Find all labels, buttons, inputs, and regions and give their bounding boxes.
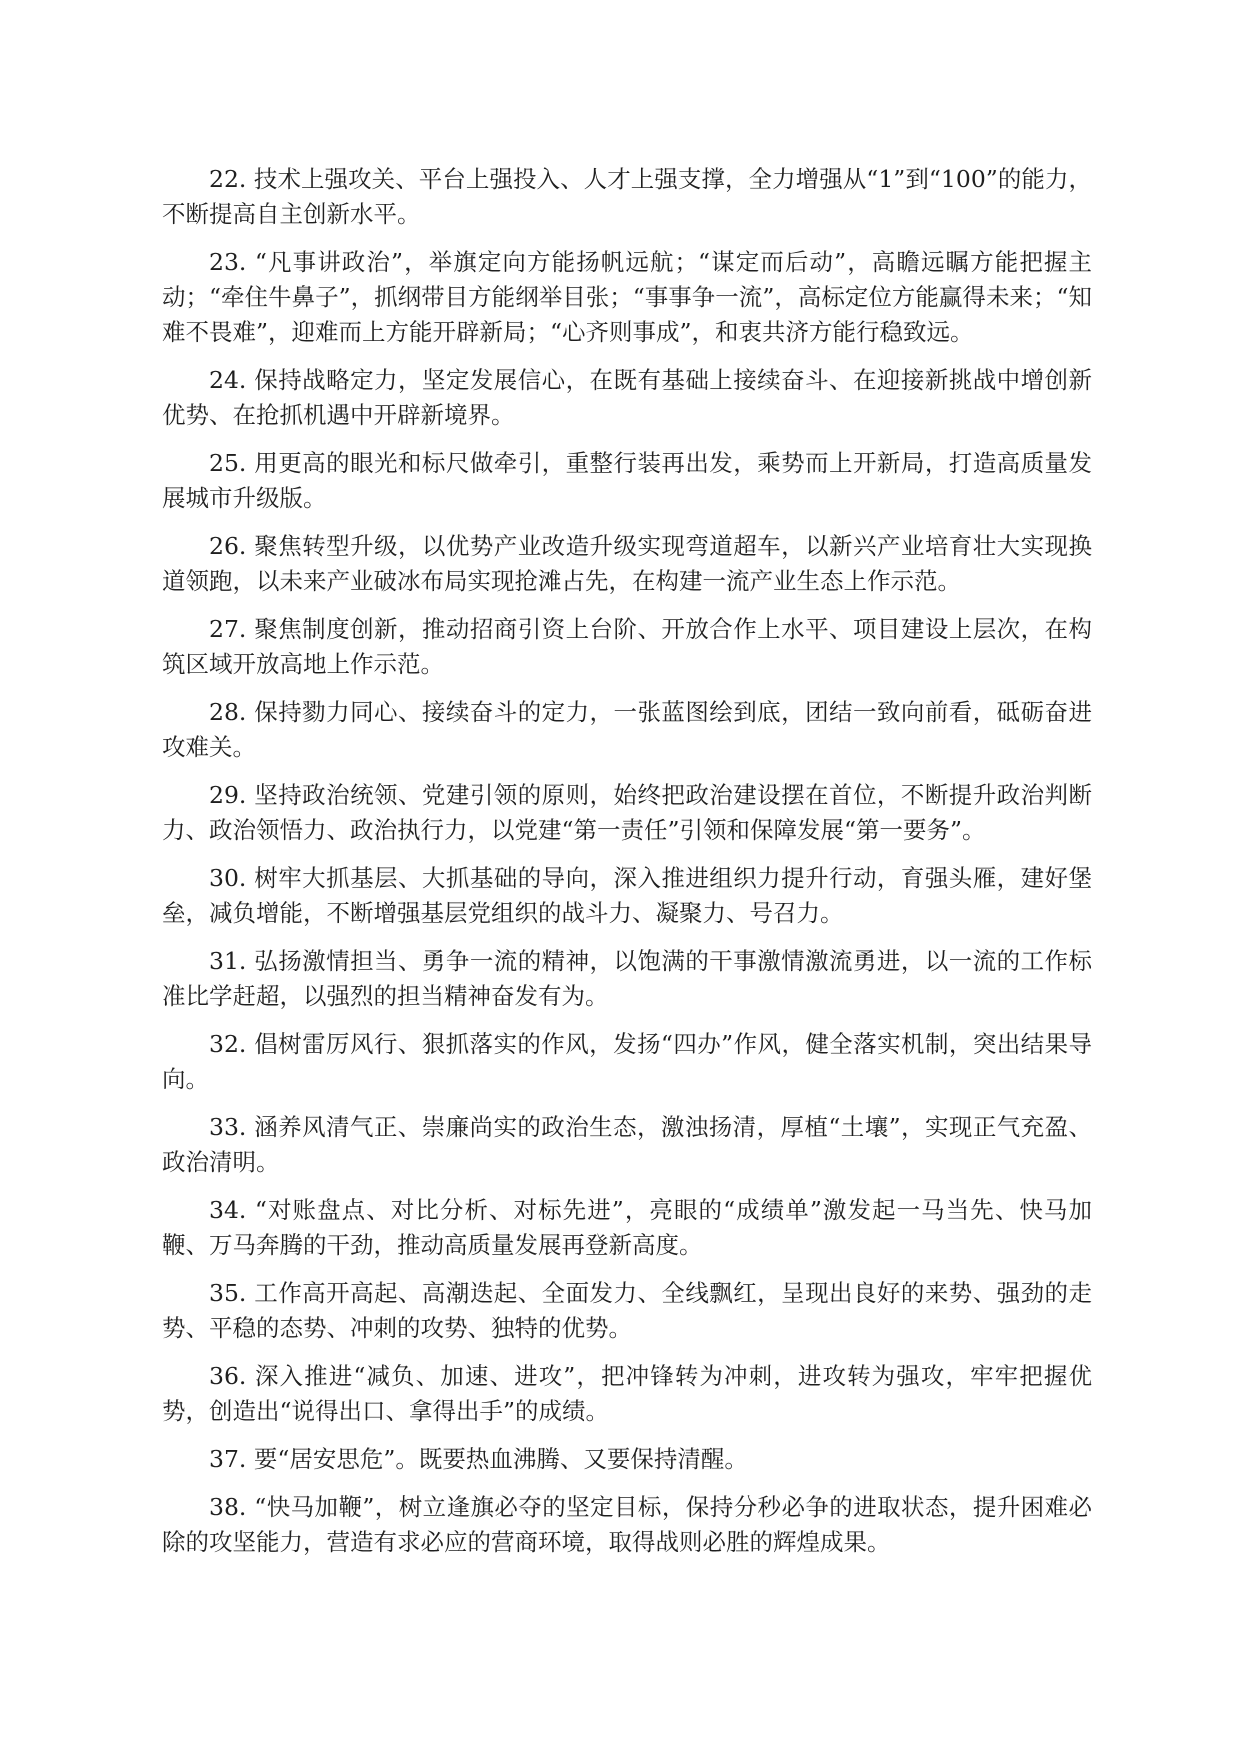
paragraph-22: 22. 技术上强攻关、平台上强投入、人才上强支撑，全力增强从“1”到“100”的能力，不断提高自主创新水平。 <box>162 165 1092 228</box>
paragraph-30: 30. 树牢大抓基层、大抓基础的导向，深入推进组织力提升行动，育强头雁，建好堡垒，减负增能，不断增强基层党组织的战斗力、凝聚力、号召力。 <box>162 864 1092 927</box>
paragraph-28: 28. 保持勠力同心、接续奋斗的定力，一张蓝图绘到底，团结一致向前看，砥砺奋进攻难关。 <box>162 698 1092 761</box>
paragraph-33: 33. 涵养风清气正、崇廉尚实的政治生态，激浊扬清，厚植“土壤”，实现正气充盈、政治清明。 <box>162 1113 1092 1176</box>
paragraph-31: 31. 弘扬激情担当、勇争一流的精神，以饱满的干事激情激流勇进，以一流的工作标准比学赶超，以强烈的担当精神奋发有为。 <box>162 947 1092 1010</box>
document-body <box>162 162 1092 1573</box>
paragraph-27: 27. 聚焦制度创新，推动招商引资上台阶、开放合作上水平、项目建设上层次，在构筑区域开放高地上作示范。 <box>162 615 1092 678</box>
paragraph-25: 25. 用更高的眼光和标尺做牵引，重整行装再出发，乘势而上开新局，打造高质量发展城市升级版。 <box>162 449 1092 512</box>
paragraph-35: 35. 工作高开高起、高潮迭起、全面发力、全线飘红，呈现出良好的来势、强劲的走势、平稳的态势、冲刺的攻势、独特的优势。 <box>162 1279 1092 1342</box>
paragraph-26: 26. 聚焦转型升级，以优势产业改造升级实现弯道超车，以新兴产业培育壮大实现换道领跑，以未来产业破冰布局实现抢滩占先，在构建一流产业生态上作示范。 <box>162 532 1092 595</box>
paragraph-38: 38. “快马加鞭”，树立逢旗必夺的坚定目标，保持分秒必争的进取状态，提升困难必除的攻坚能力，营造有求必应的营商环境，取得战则必胜的辉煌成果。 <box>162 1493 1092 1556</box>
paragraph-34: 34. “对账盘点、对比分析、对标先进”，亮眼的“成绩单”激发起一马当先、快马加鞭、万马奔腾的干劲，推动高质量发展再登新高度。 <box>162 1196 1092 1259</box>
paragraph-29: 29. 坚持政治统领、党建引领的原则，始终把政治建设摆在首位，不断提升政治判断力、政治领悟力、政治执行力，以党建“第一责任”引领和保障发展“第一要务”。 <box>162 781 1092 844</box>
paragraph-37: 37. 要“居安思危”。既要热血沸腾、又要保持清醒。 <box>209 1445 748 1473</box>
paragraph-23: 23. “凡事讲政治”，举旗定向方能扬帆远航；“谋定而后动”，高瞻远瞩方能把握主动；“牵住牛鼻子”，抓纲带目方能纲举目张；“事事争一流”，高标定位方能赢得未来；“知难不畏难”，迎难而上方能开辟新局；“心齐则事成”，和衷共济方能行稳致远。 <box>162 248 1092 346</box>
paragraph-32: 32. 倡树雷厉风行、狠抓落实的作风，发扬“四办”作风，健全落实机制，突出结果导向。 <box>162 1030 1092 1093</box>
paragraph-36: 36. 深入推进“减负、加速、进攻”，把冲锋转为冲刺，进攻转为强攻，牢牢把握优势，创造出“说得出口、拿得出手”的成绩。 <box>162 1362 1092 1425</box>
paragraph-24: 24. 保持战略定力，坚定发展信心，在既有基础上接续奋斗、在迎接新挑战中增创新优势、在抢抓机遇中开辟新境界。 <box>162 366 1092 429</box>
